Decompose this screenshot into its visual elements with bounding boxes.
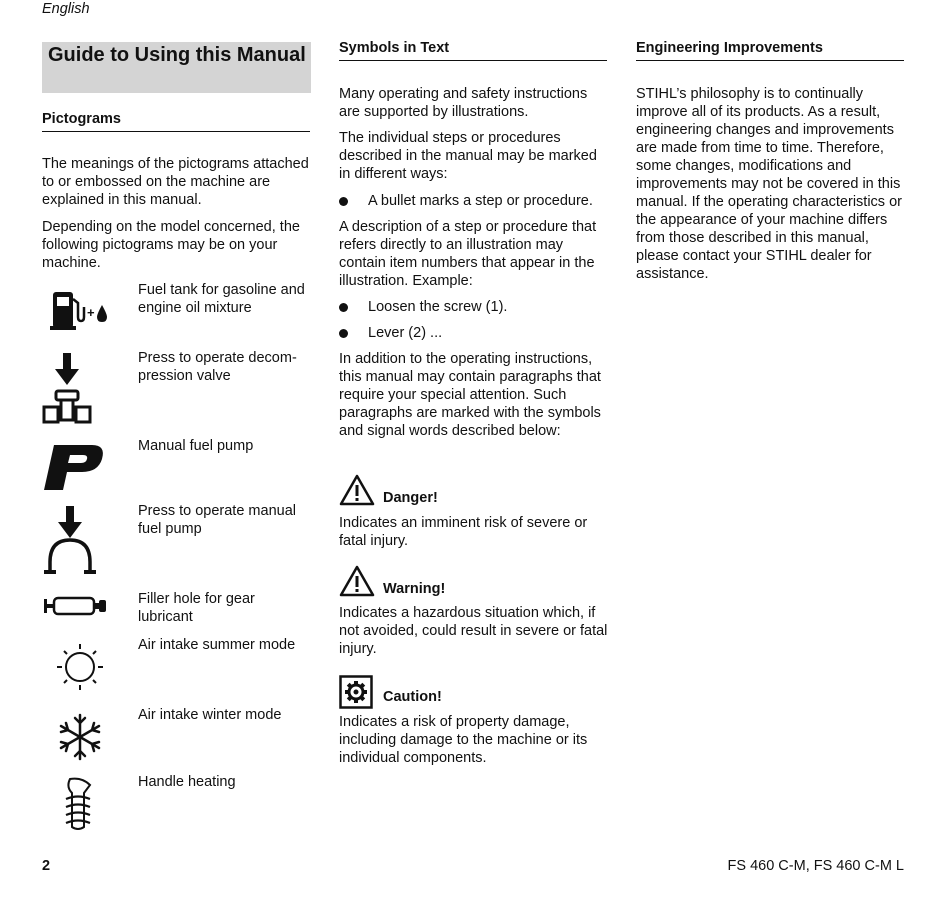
model-label: FS 460 C-M, FS 460 C-M L: [727, 858, 904, 874]
caution-gear-icon: [339, 675, 373, 709]
bullet-text: Loosen the screw (1).: [368, 299, 508, 315]
bullet-icon: [339, 303, 348, 312]
press-fuel-pump-icon: [42, 506, 114, 578]
svg-text:+: +: [87, 305, 95, 320]
danger-text: Indicates an imminent risk of severe or fatal injury.: [339, 515, 588, 549]
pictogram-label: Air intake winter mode: [138, 707, 282, 723]
symbols-para-2: The individual steps or procedures described in the manual may be marked in different ways:: [339, 130, 597, 182]
caution-text: Indicates a risk of property damage, including damage to the machine or its individual components.: [339, 714, 588, 766]
pictogram-label: Handle heating: [138, 774, 236, 790]
warning-text: Indicates a hazardous situation which, if not avoided, could result in severe or fatal injury.: [339, 605, 608, 657]
pictogram-label: Fuel tank for gasoline and engine oil mixture: [138, 282, 305, 316]
sun-icon: [42, 642, 114, 692]
fuel-pump-icon: [42, 287, 114, 331]
symbols-para-3: A description of a step or procedure that refers directly to an illustration may contain item numbers that appear in the illustration. Example:: [339, 219, 597, 289]
snowflake-icon: [42, 712, 114, 762]
pictogram-label: Air intake summer mode: [138, 637, 296, 653]
symbols-para-1: Many operating and safety instructions are supported by illustrations.: [339, 86, 588, 120]
gear-lubricant-icon: [42, 594, 114, 618]
page-title: Guide to Using this Manual: [48, 44, 306, 66]
warning-icon: [339, 565, 375, 597]
pictograms-intro-1: The meanings of the pictograms attached to or embossed on the machine are explained in this manual.: [42, 156, 309, 208]
symbols-heading: Symbols in Text: [339, 39, 607, 61]
bullet-text: Lever (2) ...: [368, 325, 443, 341]
bullet-text: A bullet marks a step or procedure.: [368, 193, 593, 209]
pictograms-intro-2: Depending on the model concerned, the following pictograms may be on your machine.: [42, 219, 300, 271]
manual-fuel-pump-p-icon: [42, 443, 114, 493]
symbols-para-4: In addition to the operating instructions, this manual may contain paragraphs that require your special attention. Such paragraphs are marked with the symbols and signal words described below:: [339, 351, 601, 439]
engineering-text: STIHL’s philosophy is to continually improve all of its products. As a result, engineering changes and improvements are made from time to time. Therefore, some changes, modifications and improvements may not be covered in this manual. If the operating characteristics or the appearance of your machine differs from those described in this manual, please contact your STIHL dealer for assistance.: [636, 86, 902, 282]
warning-title: Warning!: [383, 581, 446, 597]
pictogram-label: Press to operate decom-pression valve: [138, 350, 297, 384]
decompression-valve-icon: [42, 351, 114, 431]
language-label: English: [42, 1, 90, 17]
bullet-icon: [339, 329, 348, 338]
pictogram-label: Filler hole for gear lubricant: [138, 591, 255, 625]
page-number: 2: [42, 858, 51, 874]
pictogram-label: Press to operate manual fuel pump: [138, 503, 296, 537]
title-box: [42, 42, 311, 93]
engineering-heading: Engineering Improvements: [636, 39, 904, 61]
caution-title: Caution!: [383, 689, 442, 705]
pictogram-label: Manual fuel pump: [138, 438, 254, 454]
bullet-icon: [339, 197, 348, 206]
danger-icon: [339, 474, 375, 506]
handle-heating-icon: [42, 777, 114, 833]
pictograms-heading: Pictograms: [42, 110, 310, 132]
danger-title: Danger!: [383, 490, 438, 506]
